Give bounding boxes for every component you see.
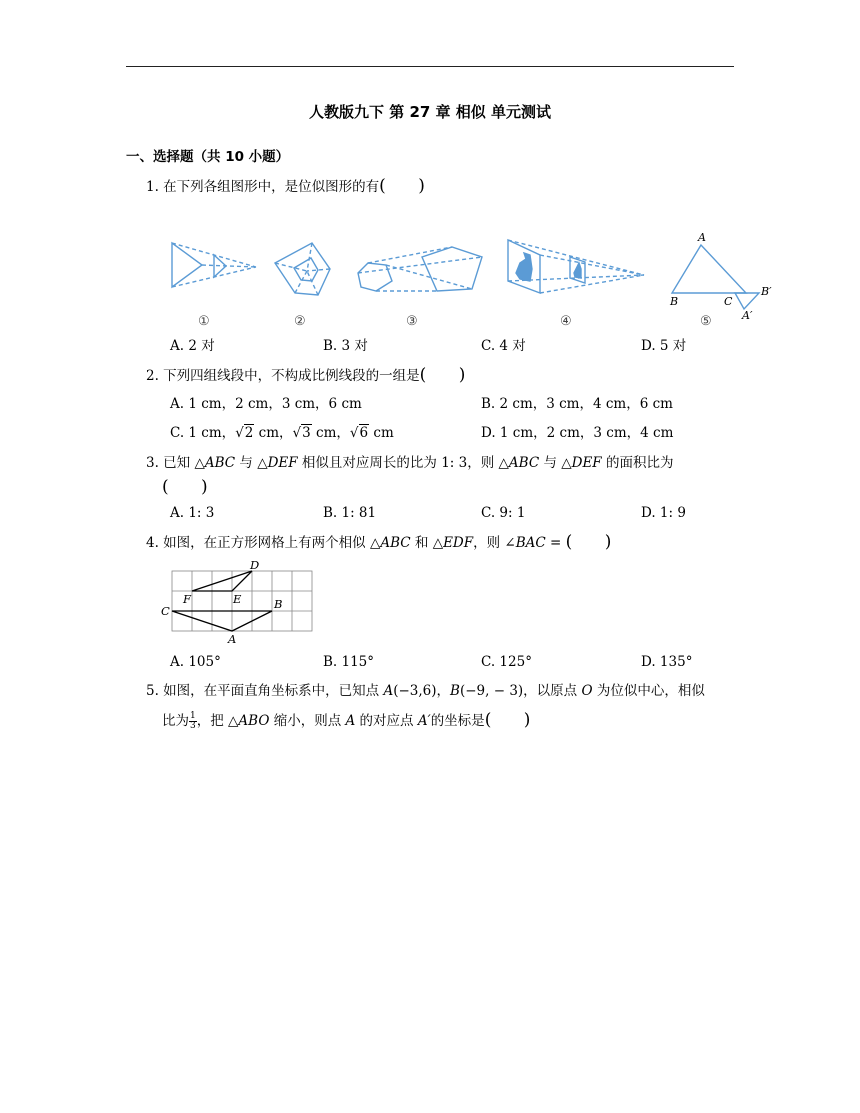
fig2-pentagons [275,243,330,295]
q4-option-b[interactable]: B. 115° [323,654,375,670]
fig5-label-b-prime: B′ [761,285,772,298]
sqrt-6-value: 6 [359,425,369,441]
q2-c-unit3: cm [369,425,394,441]
q3-option-b[interactable]: B. 1: 81 [323,505,377,521]
q3-stem [146,454,673,472]
q5-line1 [146,682,705,700]
q3-text1: 3. 已知 △ [146,455,205,471]
page-title: 人教版九下 第 27 章 相似 单元测试 [309,103,551,121]
q1-figures [160,225,790,335]
q3-text4: 与 △ [539,455,572,471]
fig4-frames [508,240,644,293]
q5-blank: ( ) [484,710,531,730]
fig2-label: ② [294,314,306,329]
point-c: C [161,604,170,618]
fig3-pentagons [358,247,482,291]
q3-text2: 与 △ [235,455,268,471]
q3-option-c[interactable]: C. 9: 1 [481,505,526,521]
q5-text1: 5. 如图，在平面直角坐标系中，已知点 [146,683,384,699]
sqrt-6: √6 [349,425,369,441]
q4-stem [146,533,611,552]
q4-text1: 4. 如图，在正方形网格上有两个相似 △ [146,535,381,551]
q3-text3: 相似且对应周长的比为 1: 3，则 △ [297,455,509,471]
fig5-label: ⑤ [700,314,712,329]
point-b: B [274,597,283,611]
fig4-label: ④ [560,314,572,329]
q3-def-2: DEF [571,455,602,471]
q5-text4: ，把 △ [196,713,239,729]
q5-line2 [162,711,530,731]
q5-text3: 比为 [162,713,189,729]
q4-grid-figure [158,558,328,648]
point-f: F [183,592,191,606]
point-d: D [250,558,260,572]
q5-text5: 缩小，则点 [269,713,346,729]
fig5-label-a: A [698,231,706,244]
q5-text7: 的坐标是 [430,713,485,729]
q3-abc: ABC [204,455,236,471]
sqrt-2: √2 [235,425,254,441]
q1-option-b[interactable]: B. 3 对 [323,338,368,354]
q3-def: DEF [267,455,298,471]
q1-option-d[interactable]: D. 5 对 [641,338,687,354]
sqrt-2-value: 2 [244,425,254,441]
fraction-denominator: 3 [190,721,196,731]
q2-option-c[interactable] [170,424,394,442]
q1-option-c[interactable]: C. 4 对 [481,338,526,354]
fraction-numerator: 1 [190,711,196,721]
q4-text3: ，则 ∠ [473,535,516,551]
fig1-triangles [172,243,256,287]
q2-c-unit2: cm， [311,425,350,441]
q4-text4: = [545,535,562,551]
fig5-label-b: B [670,295,679,308]
q5-coord-b: (−9, − 3)，以原点 [459,683,582,699]
point-a: A [228,632,237,646]
q5-point-o: O [581,683,593,699]
q2-c-unit1: cm， [254,425,293,441]
q5-point-a-2: A [345,713,356,729]
fig5-triangles [672,245,759,309]
q3-option-d[interactable]: D. 1: 9 [641,505,686,521]
sqrt-3: √3 [292,425,311,441]
q4-option-d[interactable]: D. 135° [641,654,693,670]
q5-text6: 的对应点 [355,713,418,729]
q2-option-b[interactable]: B. 2 cm，3 cm，4 cm，6 cm [481,396,673,412]
q1-option-a[interactable]: A. 2 对 [170,338,215,354]
q5-point-a: A [383,683,394,699]
q4-option-a[interactable]: A. 105° [170,654,221,670]
fig5-label-a-prime: A′ [742,309,753,322]
q5-coord-a: (−3,6)， [393,683,451,699]
q3-text5: 的面积比为 [601,455,674,471]
q4-option-c[interactable]: C. 125° [481,654,532,670]
q1-stem-text: 1. 在下列各组图形中，是位似图形的有 [146,179,380,195]
fig5-label-c: C [724,295,733,308]
q5-point-a-prime: A′ [417,713,431,729]
fig1-label: ① [198,314,210,329]
q5-abo: ABO [238,713,270,729]
sqrt-3-value: 3 [302,425,311,441]
q4-text2: 和 △ [410,535,444,551]
q2-blank: ( ) [419,365,466,385]
section-heading: 一、选择题（共 10 小题） [126,149,290,165]
q4-edf: EDF [443,535,474,551]
q2-stem [146,366,465,385]
q2-option-a[interactable]: A. 1 cm，2 cm，3 cm，6 cm [170,396,362,412]
q1-blank: ( ) [379,176,425,196]
point-e: E [233,592,242,606]
fig3-label: ③ [406,314,418,329]
q1-stem [146,177,425,196]
q4-blank: ( ) [565,532,612,552]
fraction-one-third [189,712,197,731]
q5-text2: 为位似中心，相似 [592,683,705,699]
q2-c-prefix: C. 1 cm， [170,425,236,441]
q3-blank: ( ) [162,477,208,497]
q4-bac: BAC [515,535,546,551]
q4-abc: ABC [380,535,411,551]
q3-abc-2: ABC [508,455,540,471]
header-rule [126,66,734,67]
q5-point-b: B [450,683,460,699]
q2-option-d[interactable]: D. 1 cm，2 cm，3 cm，4 cm [481,425,674,441]
q3-option-a[interactable]: A. 1: 3 [170,505,215,521]
q2-stem-text: 2. 下列四组线段中，不构成比例线段的一组是 [146,368,420,384]
